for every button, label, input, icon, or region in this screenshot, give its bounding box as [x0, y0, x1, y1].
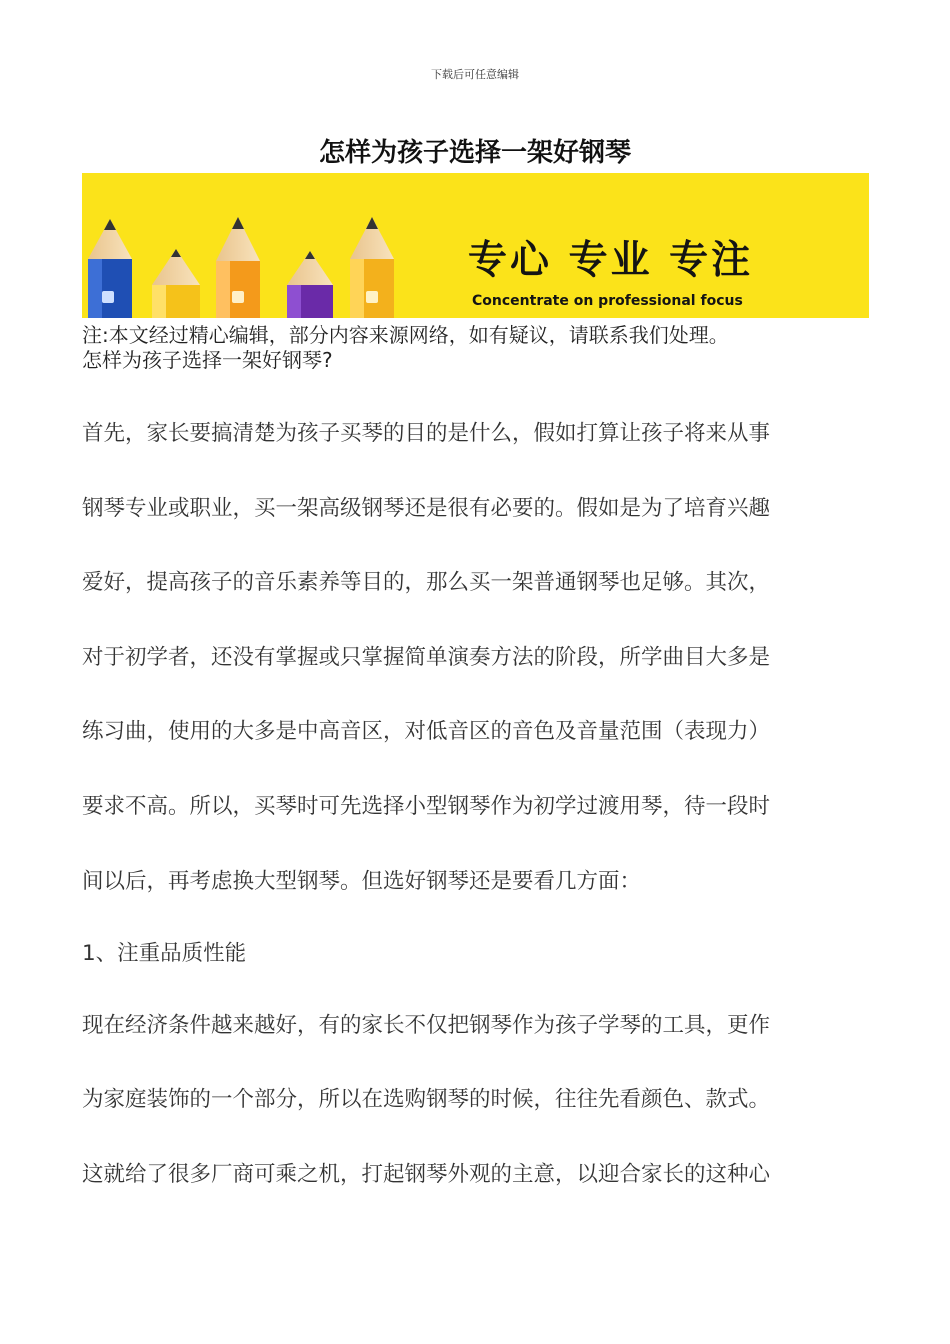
document-title: 怎样为孩子选择一架好钢琴 — [318, 138, 631, 168]
purple-pencil-icon — [287, 251, 333, 318]
paragraph-line: 对于初学者，还没有掌握或只掌握简单演奏方法的阶段，所学曲目大多是 — [82, 644, 771, 670]
subtitle-question: 怎样为孩子选择一架好钢琴? — [82, 348, 333, 372]
banner-subtitle: Concentrate on professional focus — [472, 293, 743, 309]
paragraph-line: 钢琴专业或职业，买一架高级钢琴还是很有必要的。假如是为了培育兴趣 — [82, 495, 771, 521]
paragraph-line: 现在经济条件越来越好，有的家长不仅把钢琴作为孩子学琴的工具，更作 — [82, 1012, 771, 1038]
blue-pencil-icon — [88, 219, 132, 318]
editor-note-line: 注:本文经过精心编辑，部分内容来源网络，如有疑议，请联系我们处理。 — [82, 323, 729, 347]
paragraph-line: 为家庭装饰的一个部分，所以在选购钢琴的时候，往往先看颜色、款式。 — [82, 1087, 771, 1113]
paragraph-line: 练习曲，使用的大多是中高音区，对低音区的音色及音量范围（表现力） — [82, 719, 771, 745]
orange-pencil-icon — [216, 217, 260, 318]
yellow-pencil-icon — [152, 249, 200, 318]
orange-yellow-pencil-icon — [350, 217, 394, 318]
section-heading: 1、注重品质性能 — [82, 940, 247, 966]
paragraph-line: 爱好，提高孩子的音乐素养等目的，那么买一架普通钢琴也足够。其次， — [82, 570, 771, 596]
header-note: 下载后可任意编辑 — [431, 68, 519, 81]
banner-slogan: 专心 专业 专注 — [468, 238, 754, 283]
paragraph-line: 首先，家长要搞清楚为孩子买琴的目的是什么，假如打算让孩子将来从事 — [82, 421, 771, 446]
banner-image — [82, 173, 869, 318]
paragraph-line: 要求不高。所以，买琴时可先选择小型钢琴作为初学过渡用琴，待一段时 — [82, 793, 771, 819]
paragraph-line: 间以后，再考虑换大型钢琴。但选好钢琴还是要看几方面： — [82, 868, 642, 894]
editor-note — [82, 323, 882, 373]
paragraph-line: 这就给了很多厂商可乘之机，打起钢琴外观的主意，以迎合家长的这种心 — [82, 1161, 771, 1187]
article-body — [82, 412, 872, 1227]
